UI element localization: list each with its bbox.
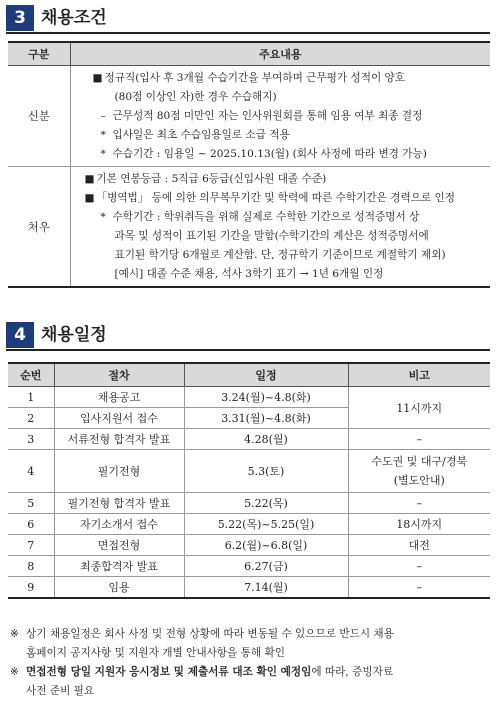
category-cell: 신분 bbox=[8, 66, 70, 167]
row-number: 5 bbox=[8, 493, 54, 514]
table-row bbox=[8, 429, 490, 450]
row-number: 9 bbox=[8, 577, 54, 599]
date-cell: 4.28(월) bbox=[184, 429, 348, 450]
step-cell: 자기소개서 접수 bbox=[54, 514, 184, 535]
table-row bbox=[8, 556, 490, 577]
date-cell: 5.22(목) bbox=[184, 493, 348, 514]
section-title: 채용조건 bbox=[41, 8, 107, 28]
note-item: ※ 상기 채용일정은 회사 사정 및 전형 상황에 따라 변동될 수 있으므로 반드시 채용 bbox=[10, 628, 394, 640]
section-title: 채용일정 bbox=[41, 325, 107, 345]
step-cell: 임용 bbox=[54, 577, 184, 599]
section-number: 3 bbox=[6, 5, 34, 31]
schedule-notes bbox=[10, 625, 490, 701]
step-cell: 입사지원서 접수 bbox=[54, 408, 184, 429]
content-line: ■ 정규직(입사 후 3개월 수습기간을 부여하며 근무평가 성적이 양호 bbox=[92, 72, 406, 84]
note-item: ※ 면접전형 당일 지원자 응시정보 및 제출서류 대조 확인 예정임에 따라, 증빙자료 bbox=[10, 666, 394, 678]
row-number: 2 bbox=[8, 408, 54, 429]
row-number: 4 bbox=[8, 450, 54, 493]
note-line: (별도안내) bbox=[393, 474, 445, 487]
content-line: [예시] 대졸 수준 채용, 석사 3학기 표기 → 1년 6개월 인정 bbox=[114, 268, 384, 280]
content-line: (80점 이상인 자)한 경우 수습해지) bbox=[114, 91, 277, 103]
step-cell: 채용공고 bbox=[54, 387, 184, 408]
column-header: 주요내용 bbox=[70, 42, 490, 66]
content-line: ■ 기본 연봉등급 : 5직급 6등급(신입사원 대졸 수준) bbox=[84, 173, 327, 185]
date-cell: 6.27(금) bbox=[184, 556, 348, 577]
table-row bbox=[8, 514, 490, 535]
column-header: 비고 bbox=[348, 363, 490, 387]
note-cell: – bbox=[348, 556, 490, 577]
row-number: 3 bbox=[8, 429, 54, 450]
date-cell: 7.14(월) bbox=[184, 577, 348, 599]
section-3-header bbox=[6, 5, 490, 31]
column-header: 구분 bbox=[8, 42, 70, 66]
column-header: 일정 bbox=[184, 363, 348, 387]
table-row bbox=[8, 493, 490, 514]
table-row bbox=[8, 450, 490, 493]
column-header: 순번 bbox=[8, 363, 54, 387]
table-header-row bbox=[8, 42, 490, 66]
table-row bbox=[8, 535, 490, 556]
row-number: 6 bbox=[8, 514, 54, 535]
content-cell bbox=[70, 167, 490, 288]
content-line: * 수습기간 : 임용일 ~ 2025.10.13(월) (회사 사정에 따라 변경 가능) bbox=[100, 148, 427, 160]
note-cell: 대전 bbox=[348, 535, 490, 556]
table-header-row bbox=[8, 363, 490, 387]
date-cell: 5.22(목)~5.25(일) bbox=[184, 514, 348, 535]
content-line: – 근무성적 80점 미만인 자는 인사위원회를 통해 임용 여부 최종 결정 bbox=[100, 110, 423, 122]
category-cell: 처우 bbox=[8, 167, 70, 288]
step-cell: 필기전형 합격자 발표 bbox=[54, 493, 184, 514]
note-item-continued: 사전 준비 필요 bbox=[26, 685, 95, 697]
section-underline bbox=[6, 349, 490, 351]
note-cell bbox=[348, 450, 490, 493]
table-row bbox=[8, 387, 490, 408]
content-line: * 입사일은 최초 수습임용일로 소급 적용 bbox=[100, 129, 290, 141]
content-line: * 수학기간 : 학위취득을 위해 실제로 수학한 기간으로 성적증명서 상 bbox=[100, 211, 420, 223]
step-cell: 필기전형 bbox=[54, 450, 184, 493]
content-line: 표기된 학기당 6개월로 계산함. 단, 정규학기 기준이므로 계절학기 제외) bbox=[114, 249, 446, 261]
note-cell: – bbox=[348, 577, 490, 599]
section-number: 4 bbox=[6, 322, 34, 348]
date-cell: 3.24(월)~4.8(화) bbox=[184, 387, 348, 408]
note-cell: 18시까지 bbox=[348, 514, 490, 535]
table-row bbox=[8, 577, 490, 599]
conditions-table bbox=[8, 41, 490, 288]
content-line: 과목 및 성적이 표기된 기간을 말함(수학기간의 계산은 성적증명서에 bbox=[114, 230, 429, 242]
date-cell: 5.3(토) bbox=[184, 450, 348, 493]
note-cell: – bbox=[348, 493, 490, 514]
content-cell bbox=[70, 66, 490, 167]
date-cell: 3.31(월)~4.8(화) bbox=[184, 408, 348, 429]
column-header: 절차 bbox=[54, 363, 184, 387]
step-cell: 면접전형 bbox=[54, 535, 184, 556]
section-underline bbox=[6, 32, 490, 34]
schedule-table bbox=[8, 362, 490, 599]
note-item-continued: 홈페이지 공지사항 및 지원자 개별 안내사항을 통해 확인 bbox=[26, 647, 285, 659]
table-row bbox=[8, 66, 490, 167]
row-number: 1 bbox=[8, 387, 54, 408]
date-cell: 6.2(월)~6.8(일) bbox=[184, 535, 348, 556]
note-line: 수도권 및 대구/경북 bbox=[371, 455, 468, 468]
row-number: 8 bbox=[8, 556, 54, 577]
row-number: 7 bbox=[8, 535, 54, 556]
content-line: ■ 「병역법」 등에 의한 의무복무기간 및 학력에 따른 수학기간은 경력으로 인정 bbox=[84, 192, 455, 204]
step-cell: 서류전형 합격자 발표 bbox=[54, 429, 184, 450]
note-cell: 11시까지 bbox=[348, 387, 490, 429]
section-4-header bbox=[6, 322, 490, 348]
step-cell: 최종합격자 발표 bbox=[54, 556, 184, 577]
note-cell: – bbox=[348, 429, 490, 450]
table-row bbox=[8, 167, 490, 288]
